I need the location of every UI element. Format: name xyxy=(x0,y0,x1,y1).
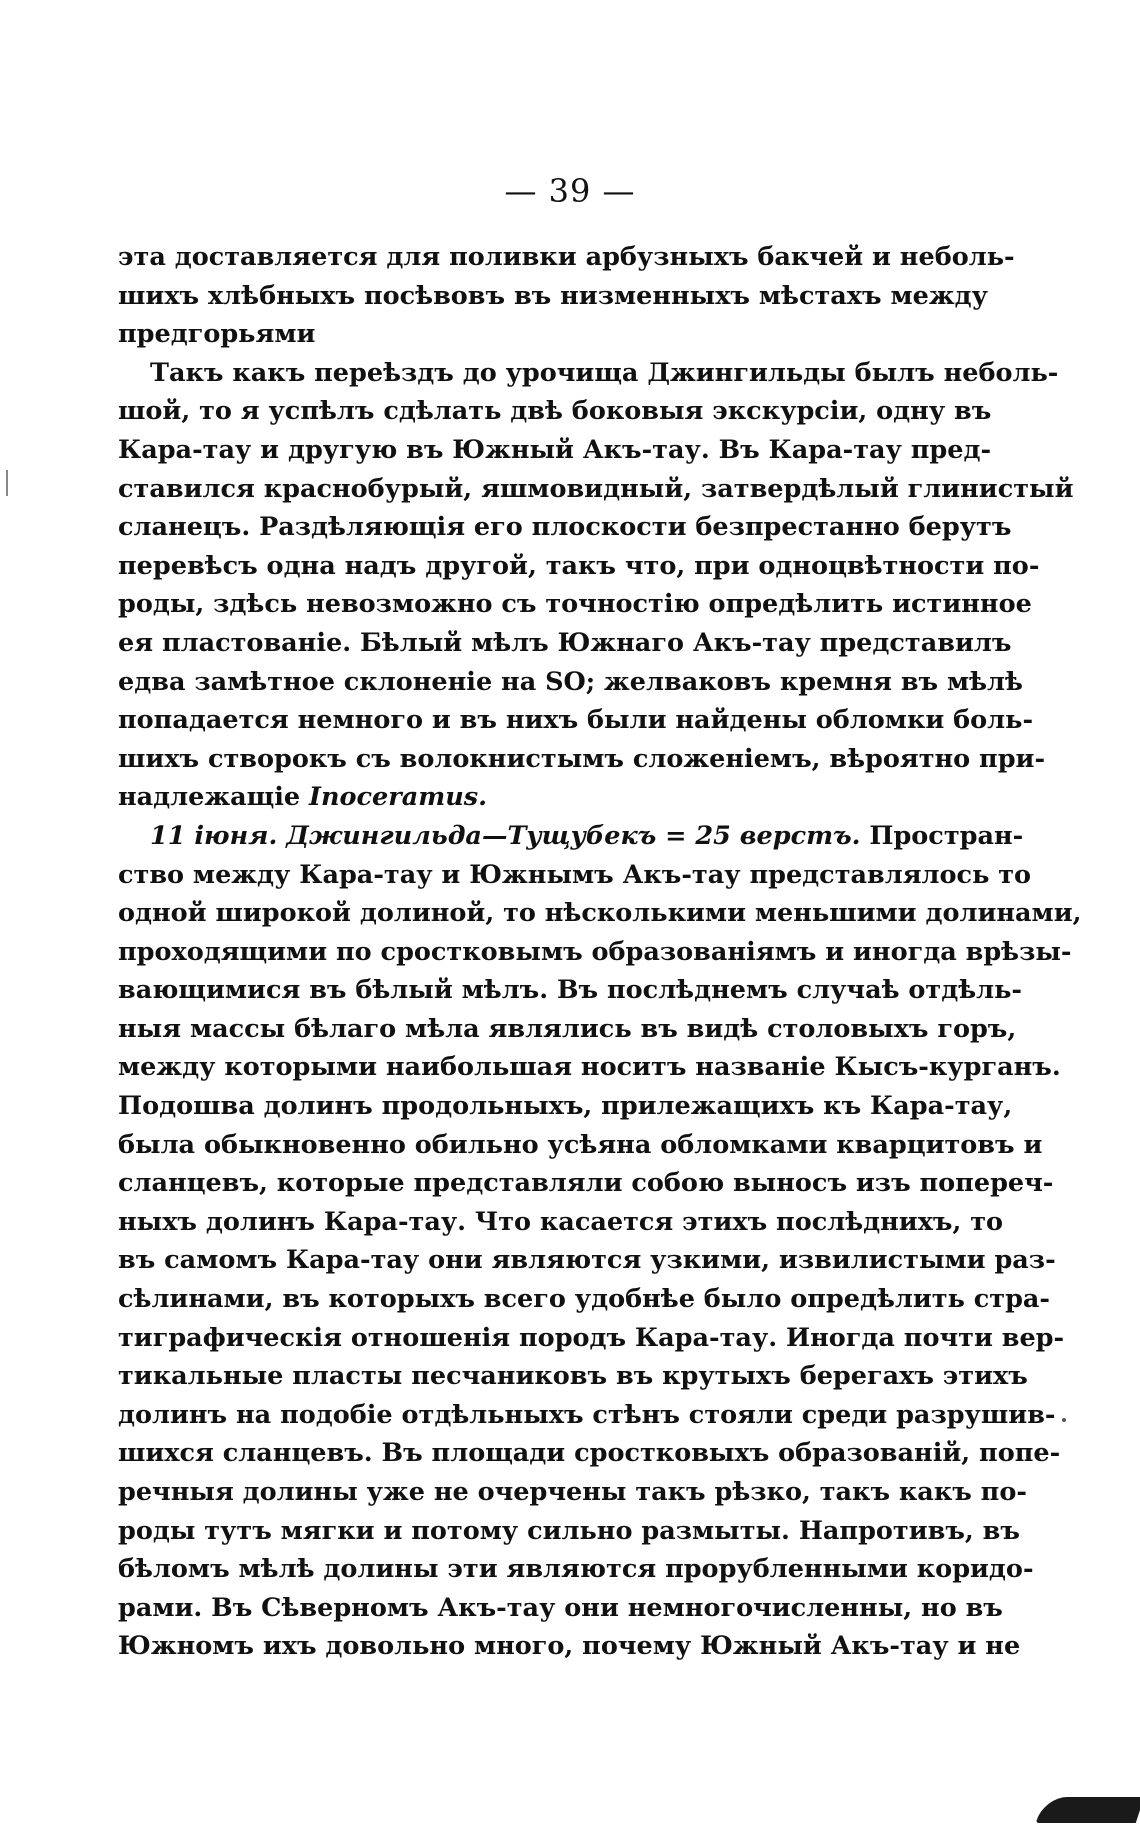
text-line: попадается немного и въ нихъ были найдены обломки боль- xyxy=(118,705,1034,736)
text-line: Южномъ ихъ довольно много, почему Южный Акъ-тау и не xyxy=(118,1631,1021,1662)
text-line: перевѣсъ одна надъ другой, такъ что, при одноцвѣтности по- xyxy=(118,550,1040,581)
text-line: шихъ створокъ съ волокнистымъ сложеніемъ, вѣроятно при- xyxy=(118,743,1046,774)
scan-ink-blot xyxy=(1036,1797,1140,1823)
text-line: бѣломъ мѣлѣ долины эти являются прорубленными коридо- xyxy=(118,1554,1034,1585)
text-line: ставился краснобурый, яшмовидный, затвердѣлый глинистый xyxy=(118,473,1074,504)
route-heading: 11 іюня. Джингильда—Тущубекъ = 25 верстъ. xyxy=(150,820,861,851)
text-line: шихся сланцевъ. Въ площади сростковыхъ образованій, попе- xyxy=(118,1438,1061,1469)
text-line: рами. Въ Сѣверномъ Акъ-тау они немногочисленны, но въ xyxy=(118,1592,1003,1623)
text-line: была обыкновенно обильно усѣяна обломками кварцитовъ и xyxy=(118,1129,1043,1160)
text-line: речныя долины уже не очерчены такъ рѣзко, такъ какъ по- xyxy=(118,1477,1027,1507)
text-line: между которыми наибольшая носитъ названіе Кысъ-курганъ. xyxy=(118,1052,1061,1083)
text-line: тиграфическія отношенія породъ Кара-тау. Иногда почти вер- xyxy=(118,1322,1065,1353)
text-line: шихъ хлѣбныхъ посѣвовъ въ низменныхъ мѣстахъ между xyxy=(118,280,988,311)
text-line: Такъ какъ переѣздъ до урочища Джингильды былъ неболь- xyxy=(150,357,1059,388)
text-line: ныя массы бѣлаго мѣла являлись въ видѣ столовыхъ горъ, xyxy=(118,1013,1017,1044)
taxon-name: Inoceramus. xyxy=(309,782,487,813)
text-line: долинъ на подобіе отдѣльныхъ стѣнъ стояли среди разрушив- xyxy=(118,1399,1056,1430)
text-line: шой, то я успѣлъ сдѣлать двѣ боковыя экскурсіи, одну въ xyxy=(118,396,992,427)
text-line: предгорьями xyxy=(118,319,316,350)
text-line: ея пластованіе. Бѣлый мѣлъ Южнаго Акъ-тау представилъ xyxy=(118,627,1012,658)
text-fragment: Простран- xyxy=(860,820,1024,851)
text-line xyxy=(118,817,1024,856)
text-line: роды тутъ мягки и потому сильно размыты. Напротивъ, въ xyxy=(118,1515,1020,1546)
text-line: Подошва долинъ продольныхъ, прилежащихъ къ Кара-тау, xyxy=(118,1091,1013,1122)
text-line: одной широкой долиной, то нѣсколькими меньшими долинами, xyxy=(118,898,1082,929)
page-number: — 39 — xyxy=(504,172,636,210)
body-text xyxy=(118,238,1082,1666)
text-line: проходящими по сростковымъ образованіямъ и иногда врѣзы- xyxy=(118,936,1072,967)
text-line: эта доставляется для поливки арбузныхъ бакчей и неболь- xyxy=(118,242,1015,272)
text-line: въ самомъ Кара-тау они являются узкими, извилистыми раз- xyxy=(118,1245,1056,1276)
text-line: сланецъ. Раздѣляющія его плоскости безпрестанно берутъ xyxy=(118,512,1012,543)
text-line: едва замѣтное склоненіе на SO; желваковъ кремня въ мѣлѣ xyxy=(118,666,1023,697)
scan-dot-mark xyxy=(1062,1418,1066,1422)
text-line xyxy=(118,778,980,817)
text-line: ство между Кара-тау и Южнымъ Акъ-тау представлялось то xyxy=(118,859,1032,890)
scan-margin-mark xyxy=(6,470,8,496)
text-line: сланцевъ, которые представляли собою выносъ изъ попереч- xyxy=(118,1168,1054,1199)
text-line: сѣлинами, въ которыхъ всего удобнѣе было опредѣлить стра- xyxy=(118,1284,1051,1315)
text-line: ныхъ долинъ Кара-тау. Что касается этихъ послѣднихъ, то xyxy=(118,1206,1004,1237)
text-line: вающимися въ бѣлый мѣлъ. Въ послѣднемъ случаѣ отдѣль- xyxy=(118,975,1023,1006)
text-line: Кара-тау и другую въ Южный Акъ-тау. Въ Кара-тау пред- xyxy=(118,434,992,465)
text-line: роды, здѣсь невозможно съ точностію опредѣлить истинное xyxy=(118,589,1032,620)
text-line: тикальные пласты песчаниковъ въ крутыхъ берегахъ этихъ xyxy=(118,1361,1028,1392)
text-fragment: надлежащіе xyxy=(118,782,310,813)
